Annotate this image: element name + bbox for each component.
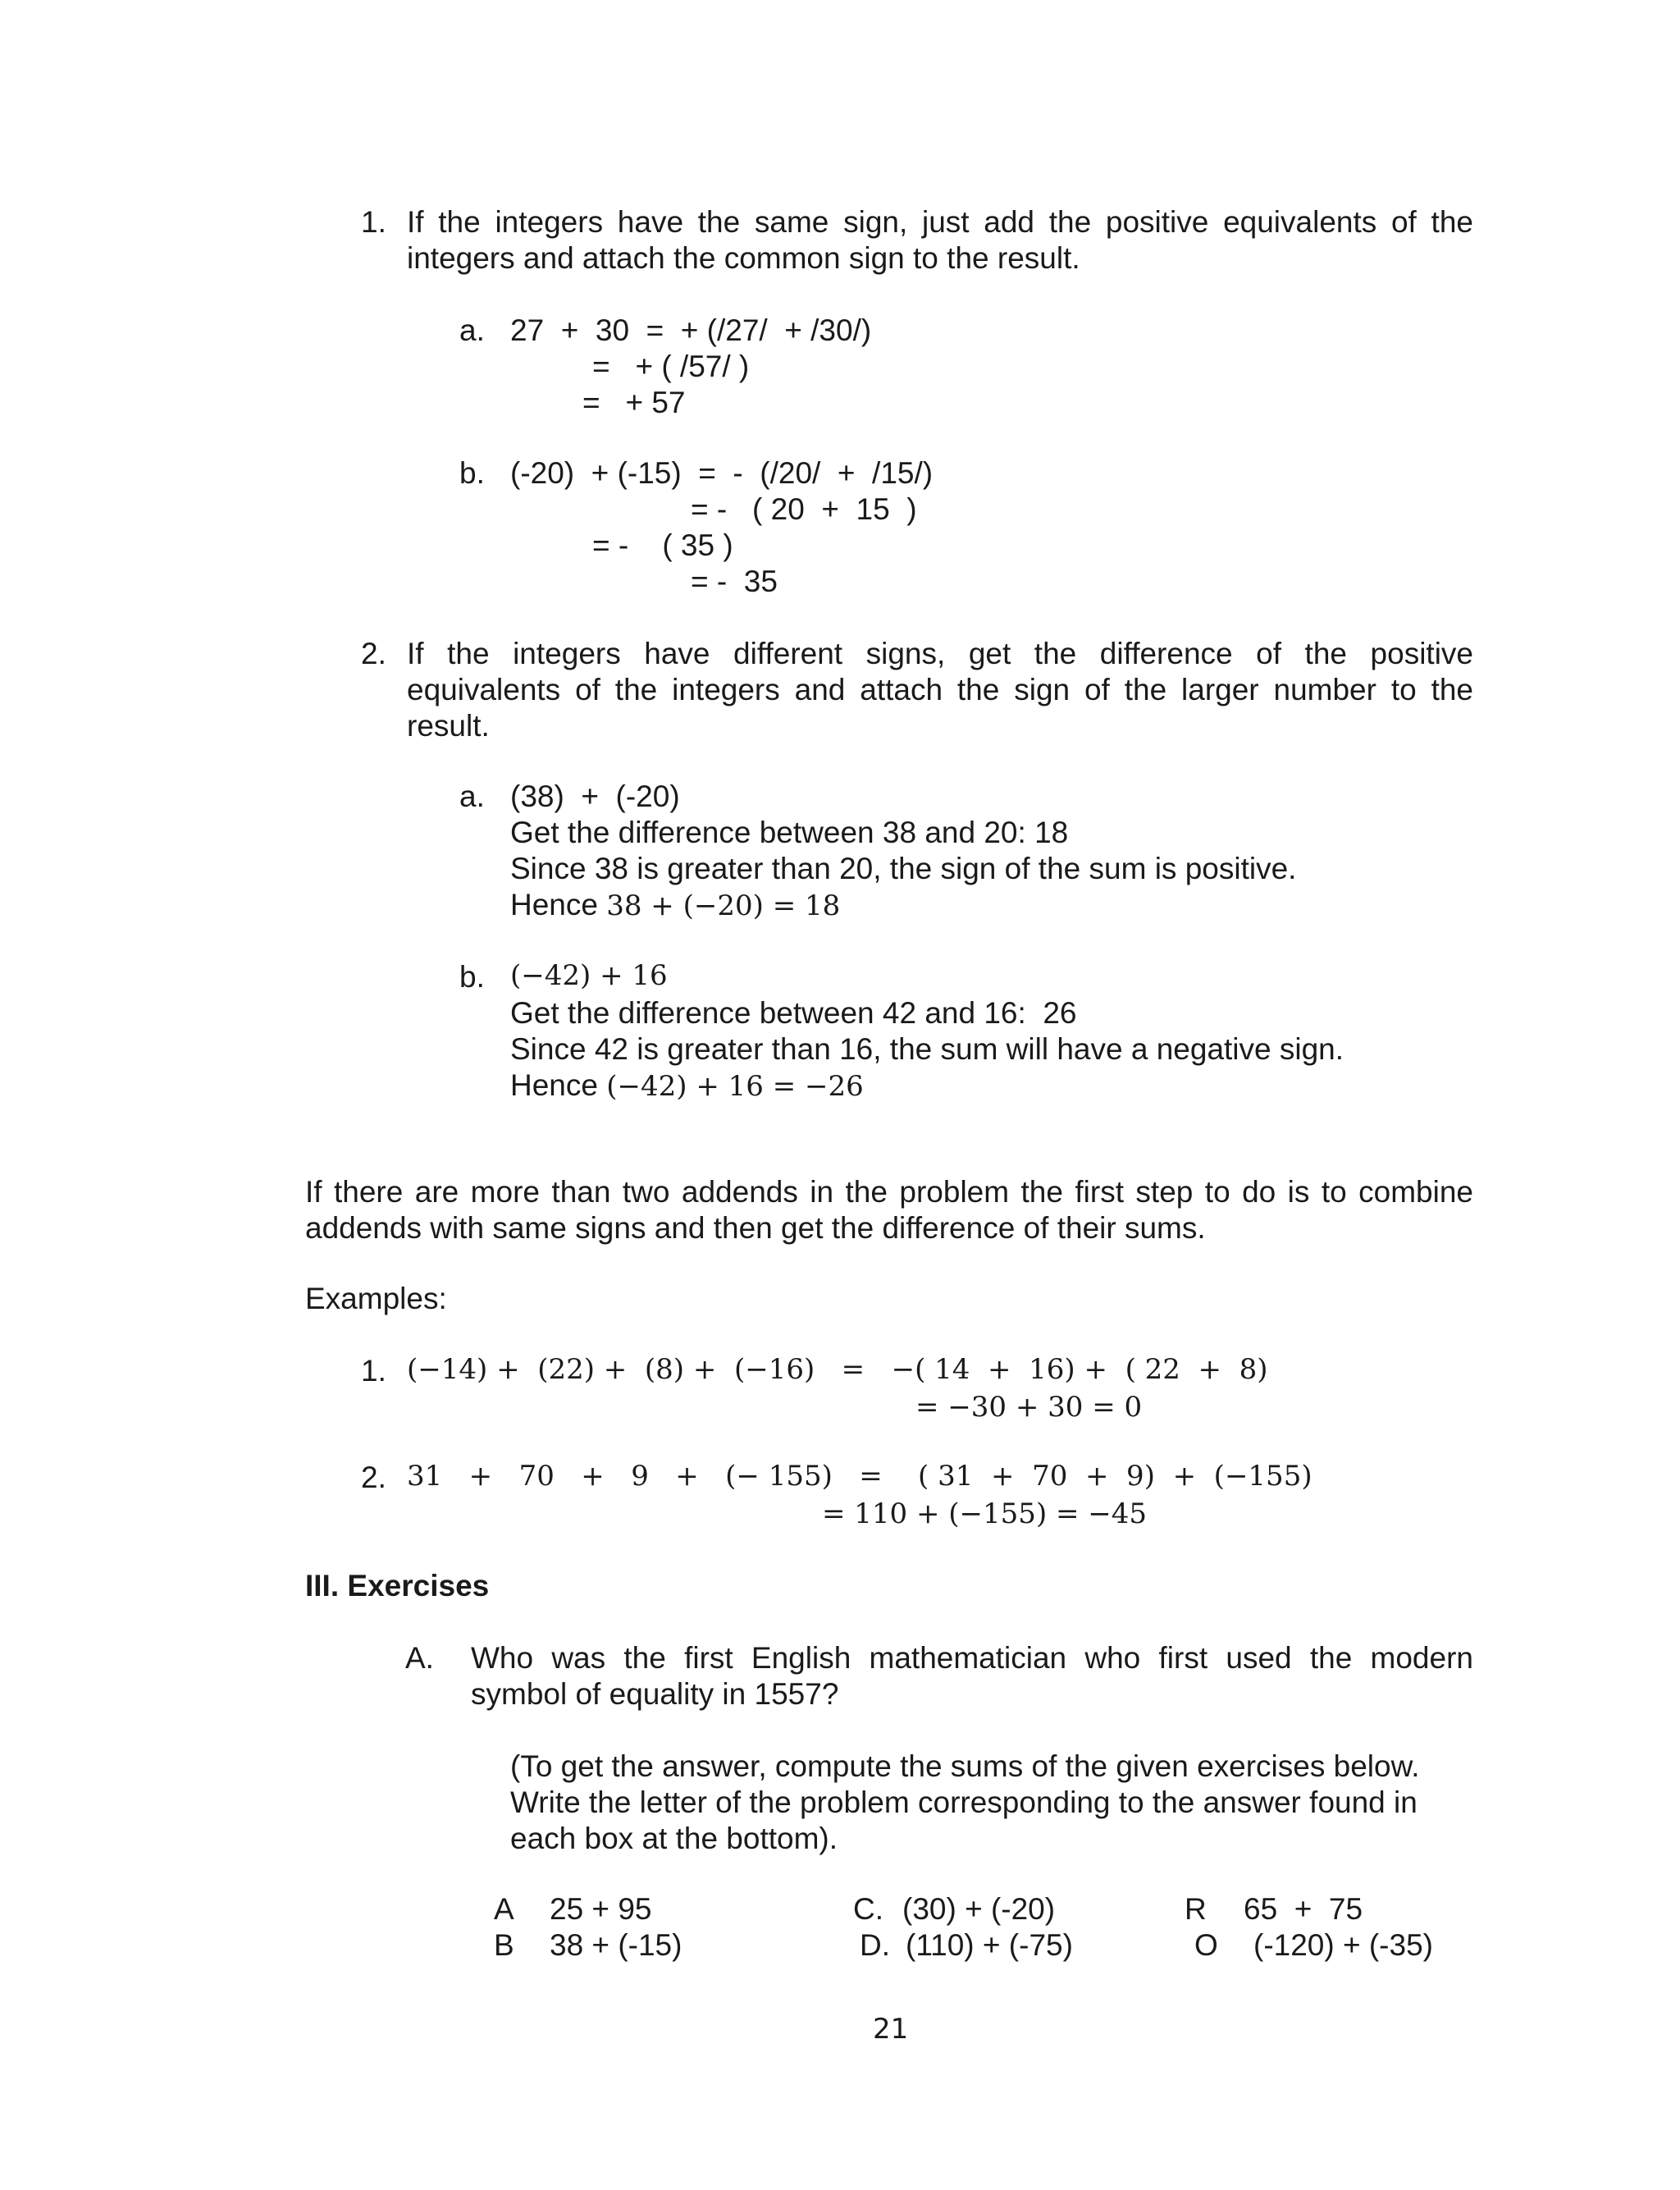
example1-number: 1. xyxy=(361,1354,386,1388)
rule2-example-a-line2: Get the difference between 38 and 20: 18 xyxy=(510,816,1069,849)
rule1-example-b-line1: (-20) + (-15) = - (/20/ + /15/) xyxy=(510,456,934,490)
page-number: 21 xyxy=(873,2013,909,2046)
rule2-example-b-line4 xyxy=(510,1068,864,1103)
rule2-example-b-line2: Get the difference between 42 and 16: 26 xyxy=(510,996,1077,1030)
problem-r-expression: 65 + 75 xyxy=(1244,1892,1363,1926)
rule1-example-b-line4: = - 35 xyxy=(691,565,778,598)
paragraph-line2: addends with same signs and then get the difference of their sums. xyxy=(305,1211,1206,1245)
hence-word: Hence xyxy=(510,888,607,921)
rule2-example-a-label: a. xyxy=(459,780,485,813)
rule1-example-b-line2: = - ( 20 + 15 ) xyxy=(691,492,917,526)
problem-r-letter: R xyxy=(1185,1892,1207,1926)
rule2-text-line1: If the integers have different signs, get the difference of the positive xyxy=(407,637,1473,670)
example2-number: 2. xyxy=(361,1461,386,1494)
examples-heading: Examples: xyxy=(305,1282,447,1315)
part-a-question-line1: Who was the first English mathematician who first used the modern xyxy=(471,1641,1473,1675)
problem-c-expression: (30) + (-20) xyxy=(902,1892,1056,1926)
instruction-line3: each box at the bottom). xyxy=(510,1822,838,1855)
exercises-heading: III. Exercises xyxy=(305,1569,490,1602)
example1-line2: = −30 + 30 = 0 xyxy=(915,1391,1143,1424)
rule1-example-a-line2: = + ( /57/ ) xyxy=(592,350,750,383)
problem-a-letter: A xyxy=(494,1892,514,1926)
rule1-number: 1. xyxy=(361,205,386,239)
rule2-example-b-line1: (−42) + 16 xyxy=(510,959,668,992)
rule2-example-b-line3: Since 42 is greater than 16, the sum will have a negative sign. xyxy=(510,1032,1344,1066)
equation: 38 + (−20) = 18 xyxy=(606,889,841,922)
equation: (−42) + 16 = −26 xyxy=(606,1070,864,1103)
rule1-example-a-label: a. xyxy=(459,313,485,347)
problem-a-expression: 25 + 95 xyxy=(550,1892,652,1926)
instruction-line2: Write the letter of the problem corresponding to the answer found in xyxy=(510,1785,1418,1819)
rule2-example-a-line1: (38) + (-20) xyxy=(510,780,680,813)
rule1-example-a-line3: = + 57 xyxy=(582,386,686,419)
rule1-example-b-line3: = - ( 35 ) xyxy=(592,528,733,562)
problem-d-expression: (110) + (-75) xyxy=(906,1928,1073,1962)
rule2-example-a-line3: Since 38 is greater than 20, the sign of the sum is positive. xyxy=(510,852,1297,885)
rule2-example-b-label: b. xyxy=(459,960,485,994)
part-a-label: A. xyxy=(405,1641,434,1675)
problem-d-letter: D. xyxy=(860,1928,890,1962)
rule2-number: 2. xyxy=(361,637,386,670)
rule1-text-line1: If the integers have the same sign, just add the positive equivalents of the xyxy=(407,205,1473,239)
example1-line1: (−14) + (22) + (8) + (−16) = −( 14 + 16) + ( 22 + 8) xyxy=(407,1353,1268,1386)
problem-o-letter: O xyxy=(1194,1928,1218,1962)
paragraph-line1: If there are more than two addends in the problem the first step to do is to combine xyxy=(305,1175,1473,1209)
instruction-line1: (To get the answer, compute the sums of the given exercises below. xyxy=(510,1749,1420,1783)
rule1-text-line2: integers and attach the common sign to the result. xyxy=(407,241,1080,275)
example2-line2: = 110 + (−155) = −45 xyxy=(822,1497,1148,1530)
hence-word: Hence xyxy=(510,1068,607,1102)
problem-b-expression: 38 + (-15) xyxy=(550,1928,682,1962)
rule1-example-a-line1: 27 + 30 = + (/27/ + /30/) xyxy=(510,313,872,347)
problem-b-letter: B xyxy=(494,1928,514,1962)
rule2-text-line3: result. xyxy=(407,709,490,743)
part-a-question-line2: symbol of equality in 1557? xyxy=(471,1677,839,1711)
rule1-example-b-label: b. xyxy=(459,456,485,490)
problem-c-letter: C. xyxy=(853,1892,883,1926)
example2-line1: 31 + 70 + 9 + (− 155) = ( 31 + 70 + 9) + (−155) xyxy=(407,1460,1312,1493)
rule2-example-a-line4 xyxy=(510,889,840,920)
problem-o-expression: (-120) + (-35) xyxy=(1253,1928,1433,1962)
rule2-text-line2: equivalents of the integers and attach the sign of the larger number to the xyxy=(407,673,1473,706)
